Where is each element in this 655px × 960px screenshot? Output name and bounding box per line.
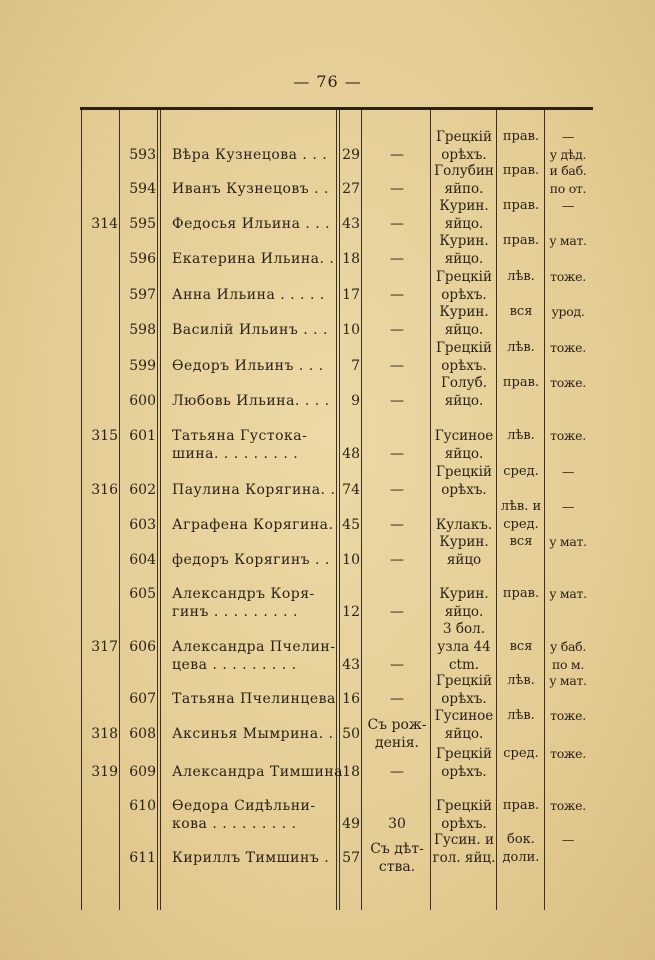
person-name: Екатерина Ильина. . — [172, 251, 335, 267]
family-number: 316 — [91, 482, 118, 498]
note: у мат. — [549, 586, 587, 601]
entry-number: 610 — [129, 798, 156, 814]
age: 18 — [342, 764, 360, 780]
size-comparison: яйцо. — [444, 251, 484, 267]
size-comparison: орѣхъ. — [441, 691, 487, 707]
person-name: Иванъ Кузнецовъ . . — [172, 181, 329, 197]
since: — — [390, 517, 404, 533]
note: тоже. — [550, 798, 586, 813]
location: сред. — [503, 746, 539, 761]
age: 48 — [342, 446, 360, 462]
person-name-cont: шина. . . . . . . . . — [172, 446, 299, 462]
note: тоже. — [550, 708, 586, 723]
size-comparison: Голубин — [434, 163, 494, 179]
since: — — [390, 322, 404, 338]
person-name: Александра Тимшина — [172, 764, 344, 780]
note: у баб. — [549, 639, 586, 654]
location: прав. — [502, 198, 540, 213]
size-comparison: Курин. — [439, 304, 489, 320]
age: 29 — [342, 147, 360, 163]
size-comparison: узла 44 — [437, 639, 491, 655]
note: по от. — [549, 181, 587, 196]
since: — — [390, 482, 404, 498]
size-comparison: орѣхъ. — [441, 816, 487, 832]
age: 57 — [342, 850, 360, 866]
entry-number: 601 — [129, 428, 156, 444]
location: лѣв. — [507, 269, 535, 284]
size-comparison: Курин. — [439, 586, 489, 602]
entry-number: 608 — [129, 726, 156, 742]
size-comparison: Грецкій — [435, 798, 492, 814]
since: — — [390, 216, 404, 232]
since: — — [390, 358, 404, 374]
location: прав. — [502, 375, 540, 390]
age: 50 — [342, 726, 360, 742]
person-name: Кириллъ Тимшинъ . — [172, 850, 330, 866]
note: у дѣд. — [549, 147, 587, 162]
entry-number: 593 — [129, 147, 156, 163]
age: 16 — [342, 691, 360, 707]
age: 12 — [342, 604, 360, 620]
size-comparison: Голуб. — [440, 375, 487, 391]
person-name: Анна Ильина . . . . . — [172, 287, 325, 303]
note: тоже. — [550, 428, 586, 443]
size-comparison: яйцо. — [444, 604, 484, 620]
location: лѣв. — [507, 673, 535, 688]
entry-number: 594 — [129, 181, 156, 197]
size-comparison: яйцо. — [444, 216, 484, 232]
since-cont: денія. — [375, 735, 419, 751]
entry-number: 607 — [129, 691, 156, 707]
size-comparison: Гусиное — [434, 428, 494, 444]
size-comparison: орѣхъ. — [441, 482, 487, 498]
location: доли. — [502, 850, 540, 865]
location: сред. — [503, 517, 539, 532]
since: Съ дѣт- — [370, 841, 424, 857]
size-comparison: яйпо. — [444, 181, 484, 197]
since: — — [390, 764, 404, 780]
size-comparison: яйцо. — [444, 393, 484, 409]
note: — — [561, 129, 575, 144]
person-name: Ѳедора Сидѣльни- — [172, 798, 316, 814]
note: у мат. — [549, 534, 587, 549]
since: Съ рож- — [367, 717, 427, 733]
family-number: 318 — [91, 726, 118, 742]
size-comparison: яйцо — [446, 552, 482, 568]
location: прав. — [502, 798, 540, 813]
family-number: 314 — [91, 216, 118, 232]
table-row — [80, 427, 593, 467]
size-comparison: Курин. — [439, 233, 489, 249]
entry-number: 609 — [129, 764, 156, 780]
note: урод. — [551, 304, 585, 319]
age: 10 — [342, 322, 360, 338]
size-comparison: Грецкій — [435, 129, 492, 145]
note: у мат. — [549, 233, 587, 248]
age: 7 — [351, 358, 360, 374]
since: 30 — [388, 816, 406, 832]
family-number: 319 — [91, 764, 118, 780]
since: — — [390, 552, 404, 568]
entry-number: 606 — [129, 639, 156, 655]
location: лѣв. — [507, 340, 535, 355]
size-comparison: орѣхъ. — [441, 287, 487, 303]
since: — — [390, 691, 404, 707]
location: вся — [509, 639, 533, 654]
note: тоже. — [550, 269, 586, 284]
person-name: Вѣра Кузнецова . . . — [172, 147, 328, 163]
entry-number: 603 — [129, 517, 156, 533]
note: тоже. — [550, 340, 586, 355]
person-name: Василій Ильинъ . . . — [172, 322, 328, 338]
location: прав. — [502, 129, 540, 144]
person-name: Аксинья Мымрина. . — [172, 726, 334, 742]
location: прав. — [502, 586, 540, 601]
entry-number: 597 — [129, 287, 156, 303]
age: 74 — [342, 482, 360, 498]
size-comparison: яйцо. — [444, 446, 484, 462]
note: — — [561, 198, 575, 213]
person-name: Александра Пчелин- — [172, 639, 336, 655]
person-name: Александръ Коря- — [172, 586, 315, 602]
note: тоже. — [550, 746, 586, 761]
location: вся — [509, 304, 533, 319]
size-comparison: Грецкій — [435, 673, 492, 689]
age: 43 — [342, 657, 360, 673]
entry-number: 595 — [129, 216, 156, 232]
size-comparison: ctm. — [448, 657, 480, 673]
size-comparison: Гусиное — [434, 708, 494, 724]
size-comparison: орѣхъ. — [441, 147, 487, 163]
age: 17 — [342, 287, 360, 303]
age: 27 — [342, 181, 360, 197]
size-comparison: 3 бол. — [442, 621, 485, 637]
person-name: Любовь Ильина. . . . — [172, 393, 330, 409]
size-comparison: орѣхъ. — [441, 764, 487, 780]
location: лѣв. — [507, 708, 535, 723]
note: и баб. — [549, 163, 587, 178]
since: — — [390, 251, 404, 267]
person-name: Аграфена Корягина. — [172, 517, 334, 533]
note: тоже. — [550, 375, 586, 390]
size-comparison: Кулакъ. — [435, 517, 493, 533]
size-comparison: орѣхъ. — [441, 358, 487, 374]
note: — — [561, 832, 575, 847]
entry-number: 599 — [129, 358, 156, 374]
since-cont: ства. — [378, 859, 416, 875]
person-name: Татьяна Густока- — [172, 428, 308, 444]
since: — — [390, 393, 404, 409]
size-comparison: Грецкій — [435, 746, 492, 762]
person-name: федоръ Корягинъ . . — [172, 552, 330, 568]
family-number: 317 — [91, 639, 118, 655]
page-number: — 76 — — [293, 72, 362, 91]
note: — — [561, 499, 575, 514]
size-comparison: Грецкій — [435, 340, 492, 356]
entry-number: 604 — [129, 552, 156, 568]
location: прав. — [502, 163, 540, 178]
age: 10 — [342, 552, 360, 568]
table-row — [80, 375, 593, 432]
since: — — [390, 446, 404, 462]
since: — — [390, 287, 404, 303]
family-number: 315 — [91, 428, 118, 444]
size-comparison: Курин. — [439, 534, 489, 550]
since: — — [390, 147, 404, 163]
location: бок. — [507, 832, 535, 847]
size-comparison: яйцо. — [444, 726, 484, 742]
person-name: Федосья Ильина . . . — [172, 216, 331, 232]
person-name-cont: цева . . . . . . . . . — [172, 657, 297, 673]
size-comparison: Грецкій — [435, 464, 492, 480]
age: 49 — [342, 816, 360, 832]
size-comparison: Гусин. и — [433, 832, 495, 848]
since: — — [390, 181, 404, 197]
person-name-cont: кова . . . . . . . . . — [172, 816, 297, 832]
location: сред. — [503, 464, 539, 479]
age: 9 — [351, 393, 360, 409]
location: прав. — [502, 233, 540, 248]
size-comparison: Грецкій — [435, 269, 492, 285]
person-name: Татьяна Пчелинцева — [172, 691, 336, 707]
note: у мат. — [549, 673, 587, 688]
location: вся — [509, 534, 533, 549]
person-name: Ѳедоръ Ильинъ . . . — [172, 358, 324, 374]
table-row — [80, 585, 593, 625]
person-name: Паулина Корягина. . — [172, 482, 336, 498]
entry-number: 598 — [129, 322, 156, 338]
size-comparison: Курин. — [439, 198, 489, 214]
entry-number: 611 — [129, 850, 156, 866]
entry-number: 605 — [129, 586, 156, 602]
age: 43 — [342, 216, 360, 232]
entry-number: 596 — [129, 251, 156, 267]
person-name-cont: гинъ . . . . . . . . . — [172, 604, 299, 620]
since: — — [390, 657, 404, 673]
entry-number: 602 — [129, 482, 156, 498]
age: 45 — [342, 517, 360, 533]
since: — — [390, 604, 404, 620]
location: лѣв. — [507, 428, 535, 443]
location: лѣв. и — [500, 499, 542, 514]
entry-number: 600 — [129, 393, 156, 409]
table-row — [80, 832, 593, 889]
age: 18 — [342, 251, 360, 267]
size-comparison: гол. яйц. — [432, 850, 496, 866]
note: по м. — [551, 657, 585, 672]
note: — — [561, 464, 575, 479]
size-comparison: яйцо. — [444, 322, 484, 338]
